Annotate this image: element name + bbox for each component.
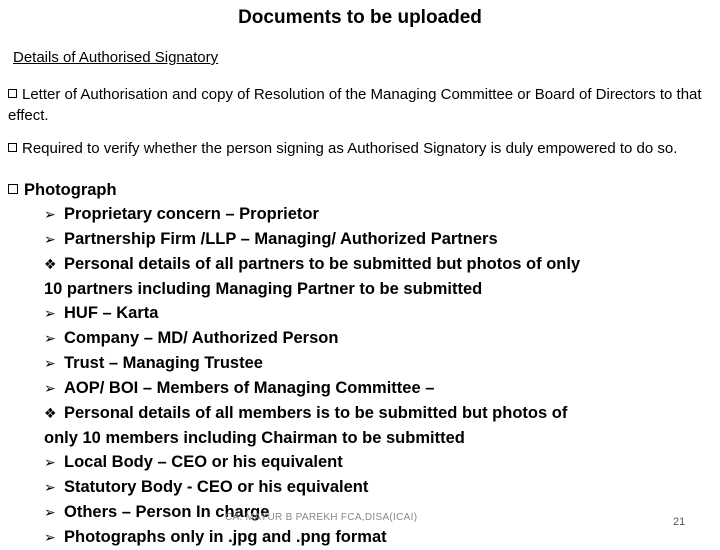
- list-item-text: Photographs only in .jpg and .png format: [64, 528, 387, 546]
- list-item-text: Partnership Firm /LLP – Managing/ Authorized Partners: [64, 230, 498, 248]
- list-item-text: only 10 members including Chairman to be submitted: [44, 429, 465, 447]
- list-item-text: HUF – Karta: [64, 304, 159, 322]
- arrow-bullet-icon: ➢: [44, 505, 56, 521]
- paragraph-verify: [8, 138, 713, 159]
- diamond-bullet-icon: ❖: [44, 406, 57, 422]
- slide-title: Documents to be uploaded: [238, 7, 482, 28]
- list-item-text: AOP/ BOI – Members of Managing Committee –: [64, 379, 435, 397]
- arrow-bullet-icon: ➢: [44, 331, 56, 347]
- list-item: [44, 326, 713, 351]
- list-item: [44, 525, 713, 550]
- arrow-bullet-icon: ➢: [44, 530, 56, 546]
- list-item-text: Company – MD/ Authorized Person: [64, 329, 339, 347]
- paragraph-text: Letter of Authorisation and copy of Resolution of the Managing Committee or Board of Directors to that effect.: [8, 86, 702, 124]
- checkbox-bullet-icon: [8, 89, 17, 98]
- list-item-text: Local Body – CEO or his equivalent: [64, 453, 343, 471]
- arrow-bullet-icon: ➢: [44, 207, 56, 223]
- list-item-text: Proprietary concern – Proprietor: [64, 205, 319, 223]
- checkbox-bullet-icon: [8, 184, 18, 194]
- photograph-section: [8, 178, 713, 550]
- checkbox-bullet-icon: [8, 143, 17, 152]
- paragraph-text: Required to verify whether the person signing as Authorised Signatory is duly empowered to do so.: [22, 140, 678, 157]
- list-item-text: Statutory Body - CEO or his equivalent: [64, 478, 369, 496]
- diamond-bullet-icon: ❖: [44, 257, 57, 273]
- arrow-bullet-icon: ➢: [44, 306, 56, 322]
- list-item: [44, 301, 713, 326]
- list-item: [44, 450, 713, 475]
- footer-author: CA. MAYUR B PAREKH FCA,DISA(ICAI): [225, 512, 418, 523]
- list-item: [44, 376, 713, 401]
- list-item: [44, 202, 713, 227]
- list-item: [44, 227, 713, 252]
- arrow-bullet-icon: ➢: [44, 232, 56, 248]
- arrow-bullet-icon: ➢: [44, 480, 56, 496]
- list-item-text: Personal details of all members is to be submitted but photos of: [64, 404, 568, 422]
- list-item-text: Trust – Managing Trustee: [64, 354, 263, 372]
- arrow-bullet-icon: ➢: [44, 381, 56, 397]
- list-item-text: 10 partners including Managing Partner to be submitted: [44, 280, 483, 298]
- list-item: [44, 426, 713, 450]
- page-number: 21: [673, 516, 686, 528]
- arrow-bullet-icon: ➢: [44, 455, 56, 471]
- list-item: [44, 351, 713, 376]
- section-heading: Details of Authorised Signatory: [13, 49, 219, 66]
- list-item-text: Others – Person In charge: [64, 503, 270, 521]
- list-item: [44, 252, 713, 277]
- list-item: [44, 401, 713, 426]
- photograph-heading: Photograph: [8, 178, 713, 202]
- list-item-text: Personal details of all partners to be submitted but photos of only: [64, 255, 581, 273]
- paragraph-authorisation: [8, 84, 713, 126]
- list-item: [44, 277, 713, 301]
- arrow-bullet-icon: ➢: [44, 356, 56, 372]
- list-item: [44, 475, 713, 500]
- photograph-list: [44, 202, 713, 550]
